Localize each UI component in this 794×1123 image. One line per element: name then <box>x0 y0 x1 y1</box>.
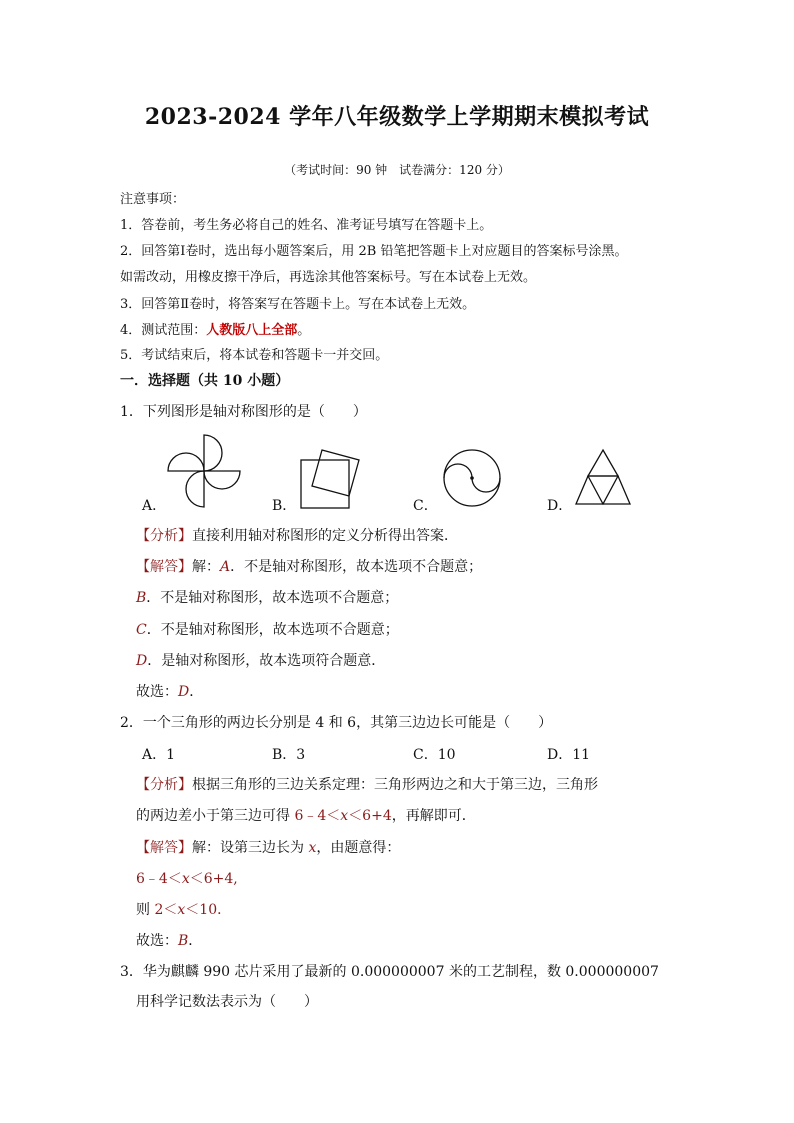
math-expr: ＜6+4, <box>189 871 238 887</box>
question-stem: 2．一个三角形的两边长分别是 4 和 6，其第三边边长可能是（ ） <box>120 715 553 731</box>
analysis-text: 直接利用轴对称图形的定义分析得出答案． <box>192 528 458 544</box>
option-letter: B <box>136 590 147 606</box>
solution-text: 解：设第三边长为 <box>192 840 309 856</box>
analysis-row <box>136 805 476 825</box>
answer <box>136 681 203 701</box>
notice-item: 1．答卷前，考生务必将自己的姓名、准考证号填写在答题卡上。 <box>120 218 493 233</box>
page-title: 2023-2024 学年八年级数学上学期期末模拟考试 <box>144 104 650 130</box>
answer <box>136 930 202 950</box>
notice-item-scope <box>120 319 310 338</box>
analysis-tag: 【分析】 <box>136 528 192 544</box>
scope-highlight: 人教版八上全部 <box>206 323 298 338</box>
scope-label: 4．测试范围： <box>120 323 207 338</box>
option: B．3 <box>272 747 306 763</box>
math-expr: 6﹣4＜ <box>294 808 341 824</box>
option-label: A． <box>142 498 167 514</box>
triangle-figure <box>574 446 632 508</box>
option-label: B． <box>272 498 297 514</box>
notice-heading: 注意事项： <box>120 192 186 207</box>
option-label: C． <box>413 498 438 514</box>
notice-item: 3．回答第Ⅱ卷时，将答案写在答题卡上。写在本试卷上无效。 <box>120 297 476 312</box>
solution-row <box>136 650 385 670</box>
math-var: x <box>181 871 190 887</box>
solution <box>136 837 400 857</box>
section-heading: 一．选择题（共 10 小题） <box>120 373 290 389</box>
math-text: 则 <box>136 902 155 918</box>
notice-item: 5．考试结束后，将本试卷和答题卡一并交回。 <box>120 348 389 363</box>
answer-label: 故选： <box>136 933 178 949</box>
solution <box>136 556 482 576</box>
analysis-text: 根据三角形的三边关系定理：三角形两边之和大于第三边，三角形 <box>192 777 598 793</box>
math-line <box>136 868 238 888</box>
option: D．11 <box>547 747 591 763</box>
answer-letter: B <box>178 933 189 949</box>
math-expr: 2＜ <box>154 902 178 918</box>
option: A．1 <box>142 747 176 763</box>
solution-text: ，由题意得： <box>316 840 401 856</box>
solution-line: ．是轴对称图形，故本选项符合题意． <box>147 653 386 669</box>
solution-row <box>136 619 399 639</box>
solution-tag: 【解答】 <box>136 840 192 856</box>
question-stem: 3．华为麒麟 990 芯片采用了最新的 0.000000007 米的工艺制程，数 0.000000007 <box>120 964 659 980</box>
solution-intro: 解： <box>192 559 220 575</box>
math-expr: ＜6+4 <box>348 808 392 824</box>
analysis <box>136 525 458 545</box>
exam-info: （考试时间：90 钟 试卷满分：120 分） <box>284 163 510 177</box>
answer-end: ． <box>188 933 203 949</box>
scope-end: 。 <box>297 323 311 338</box>
solution-line: ．不是轴对称图形，故本选项不合题意； <box>230 559 483 575</box>
notice-item: 2．回答第Ⅰ卷时，选出每小题答案后，用 2B 铅笔把答题卡上对应题目的答案标号涂黑。 <box>120 244 628 259</box>
yin-yang-figure <box>440 446 504 510</box>
pinwheel-figure <box>163 430 245 512</box>
option-letter: C <box>136 622 147 638</box>
question-stem: 1．下列图形是轴对称图形的是（ ） <box>120 404 367 420</box>
answer-label: 故选： <box>136 684 178 700</box>
analysis-text: ，再解即可． <box>391 808 476 824</box>
option-letter: A <box>220 559 231 575</box>
solution-row <box>136 587 398 607</box>
analysis <box>136 774 598 794</box>
analysis-tag: 【分析】 <box>136 777 192 793</box>
math-expr: 6﹣4＜ <box>136 871 182 887</box>
notice-item: 如需改动，用橡皮擦干净后，再选涂其他答案标号。写在本试卷上无效。 <box>120 270 537 285</box>
option: C．10 <box>413 747 456 763</box>
answer-end: ． <box>189 684 204 700</box>
square-figure <box>297 446 363 512</box>
solution-line: ．不是轴对称图形，故本选项不合题意； <box>146 590 399 606</box>
math-var: x <box>308 840 317 856</box>
option-label: D． <box>547 498 573 514</box>
math-line <box>136 899 231 919</box>
math-expr: ＜10． <box>185 902 232 918</box>
math-var: x <box>340 808 349 824</box>
analysis-text: 的两边差小于第三边可得 <box>136 808 295 824</box>
math-var: x <box>177 902 186 918</box>
option-letter: D <box>136 653 148 669</box>
question-stem-cont: 用科学记数法表示为（ ） <box>136 994 318 1010</box>
solution-tag: 【解答】 <box>136 559 192 575</box>
solution-line: ．不是轴对称图形，故本选项不合题意； <box>146 622 399 638</box>
answer-letter: D <box>178 684 190 700</box>
